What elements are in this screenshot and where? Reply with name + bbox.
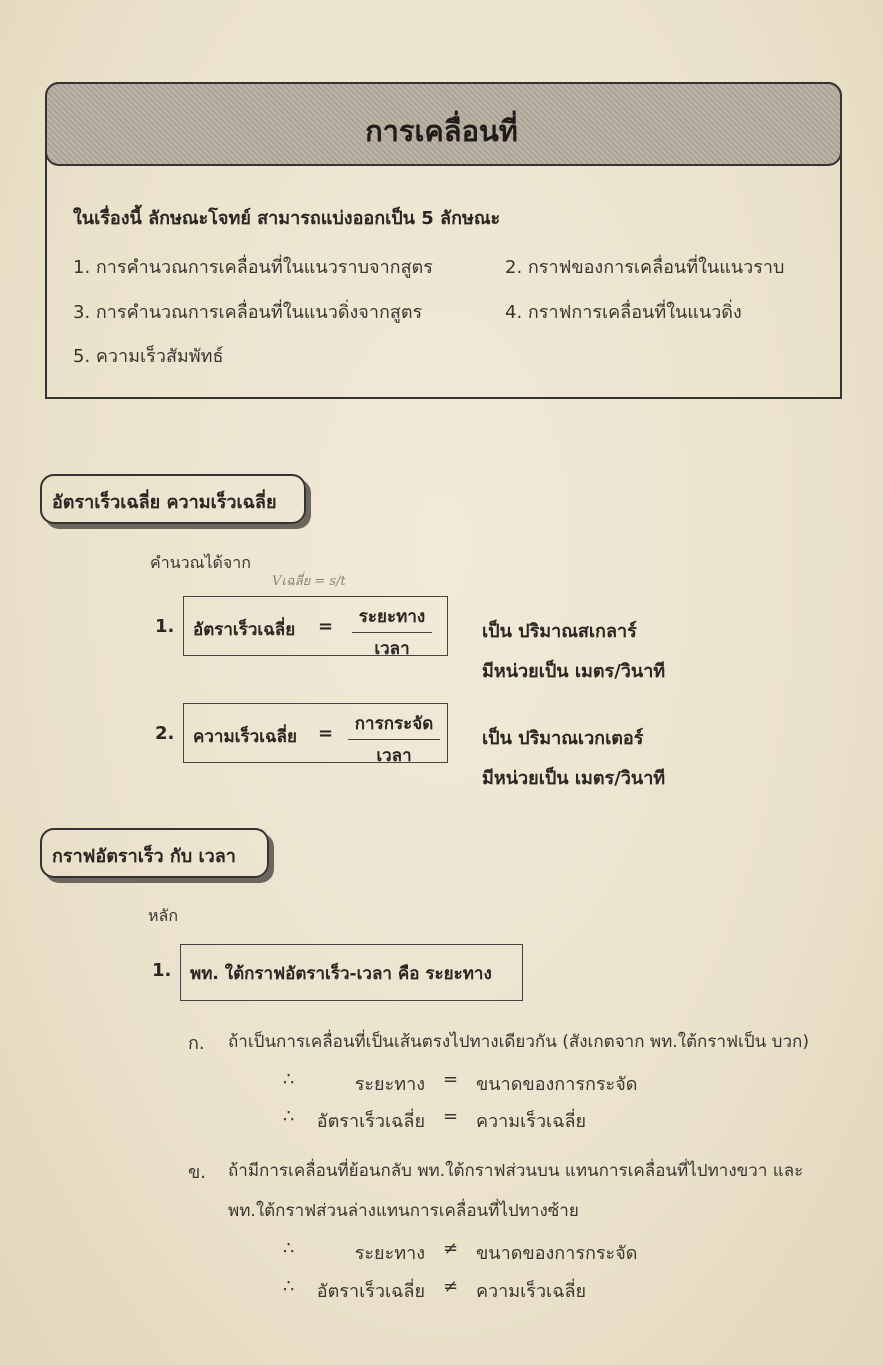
formula-2-eq: = [318,723,334,744]
rule-number: 1. [152,960,172,981]
intro-item-2: 2. กราฟของการเคลื่อนที่ในแนวราบ [505,257,785,278]
intro-item-1: 1. การคำนวณการเคลื่อนที่ในแนวราบจากสูตร [73,257,433,278]
case-a-text: ถ้าเป็นการเคลื่อนที่เป็นเส้นตรงไปทางเดียวกัน (สังเกตจาก พท.ใต้กราฟเป็น บวก) [228,1032,809,1052]
case-a-row-1-op: = [443,1069,459,1090]
formula-1-note-1: เป็น ปริมาณสเกลาร์ [482,621,637,642]
page-title: การเคลื่อนที่ [365,114,518,148]
formula-2-note-2: มีหน่วยเป็น เมตร/วินาที [482,768,666,789]
intro-item-4: 4. กราฟการเคลื่อนที่ในแนวดิ่ง [505,302,742,323]
section-heading-text: กราฟอัตราเร็ว กับ เวลา [52,846,236,867]
case-a-row-2-op: = [443,1106,459,1127]
numerator: การกระจัด [348,710,440,740]
case-b-row-2-lhs: อัตราเร็วเฉลี่ย [316,1281,425,1302]
case-a-row-2-rhs: ความเร็วเฉลี่ย [476,1111,587,1132]
case-b-text-1: ถ้ามีการเคลื่อนที่ย้อนกลับ พท.ใต้กราฟส่วนบน แทนการเคลื่อนที่ไปทางขวา และ [228,1161,804,1181]
case-b-row-1-lhs: ระยะทาง [354,1243,425,1264]
section-heading-text: อัตราเร็วเฉลี่ย ความเร็วเฉลี่ย [52,492,277,513]
therefore-icon: ∴ [283,1106,295,1127]
intro-lead: ในเรื่องนี้ ลักษณะโจทย์ สามารถแบ่งออกเป็น 5 ลักษณะ [73,208,501,229]
case-a-row-2-lhs: อัตราเร็วเฉลี่ย [316,1111,425,1132]
case-a-label: ก. [188,1033,205,1054]
section-heading-average-speed [40,474,306,524]
formula-2-lhs: ความเร็วเฉลี่ย [193,727,297,747]
formula-1-eq: = [318,616,334,637]
rule-text: พท. ใต้กราฟอัตราเร็ว-เวลา คือ ระยะทาง [190,964,492,984]
therefore-icon: ∴ [283,1276,295,1297]
formula-2-note-1: เป็น ปริมาณเวกเตอร์ [482,728,644,749]
intro-item-5: 5. ความเร็วสัมพัทธ์ [73,346,224,367]
formula-2-number: 2. [155,723,175,744]
case-b-row-1-op: ≠ [443,1238,459,1259]
case-b-text-2: พท.ใต้กราฟส่วนล่างแทนการเคลื่อนที่ไปทางซ้าย [228,1201,579,1221]
case-b-label: ข. [188,1162,207,1183]
denominator: เวลา [376,746,412,766]
formula-2-fraction [348,710,440,769]
case-b-row-2-op: ≠ [443,1276,459,1297]
case-a-row-1-rhs: ขนาดของการกระจัด [476,1074,638,1095]
formula-1-fraction [352,603,432,662]
section-heading-speed-time-graph [40,828,269,878]
case-a-row-1-lhs: ระยะทาง [354,1074,425,1095]
denominator: เวลา [374,639,410,659]
formula-1-lhs: อัตราเร็วเฉลี่ย [193,620,296,640]
formula-1-note-2: มีหน่วยเป็น เมตร/วินาที [482,661,666,682]
handwritten-note: Vเฉลี่ย = s/t [272,574,346,589]
intro-item-3: 3. การคำนวณการเคลื่อนที่ในแนวดิ่งจากสูตร [73,302,423,323]
therefore-icon: ∴ [283,1238,295,1259]
numerator: ระยะทาง [352,603,432,633]
calc-from-label: คำนวณได้จาก [150,553,251,572]
principle-label: หลัก [148,906,179,925]
formula-1-number: 1. [155,616,175,637]
therefore-icon: ∴ [283,1069,295,1090]
case-b-row-1-rhs: ขนาดของการกระจัด [476,1243,638,1264]
case-b-row-2-rhs: ความเร็วเฉลี่ย [476,1281,587,1302]
